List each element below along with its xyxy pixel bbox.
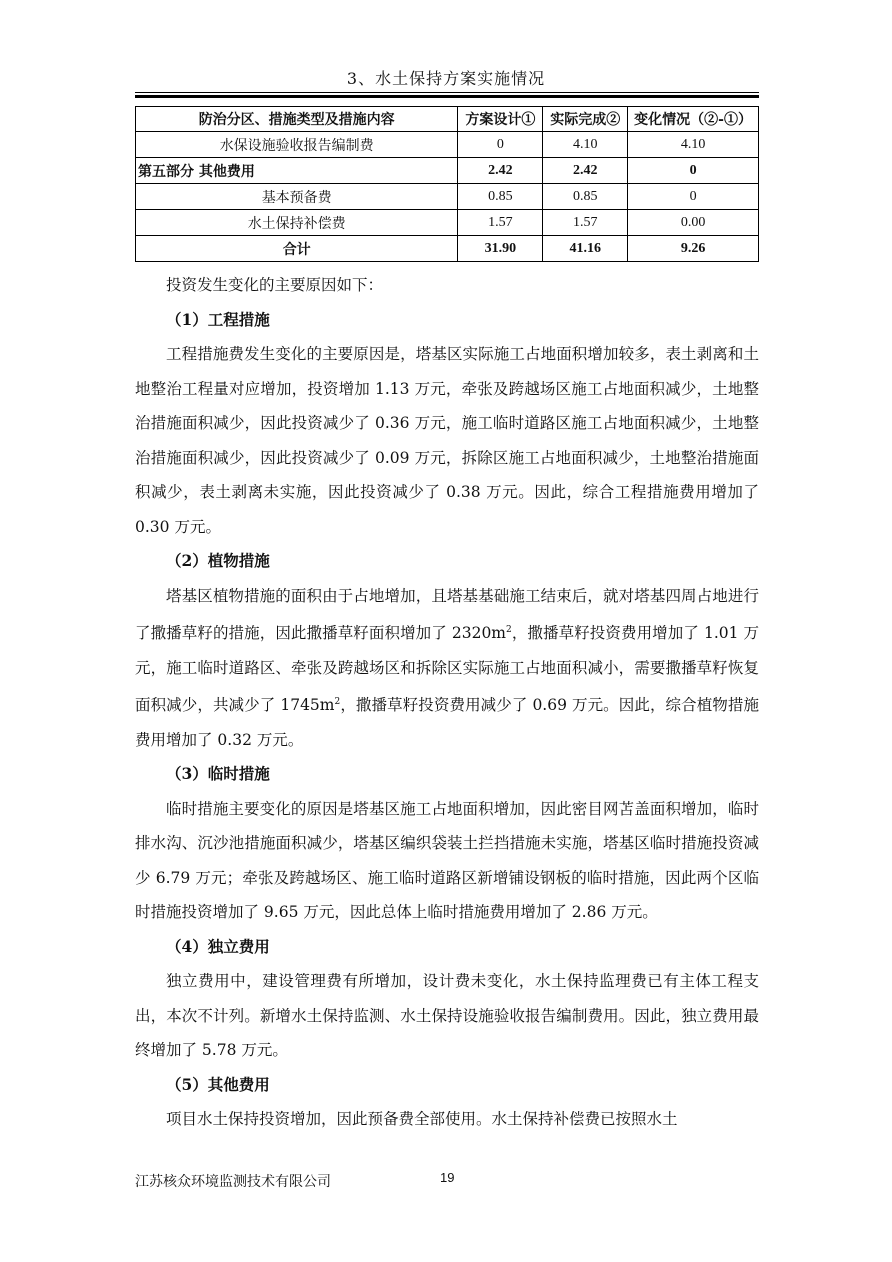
section-heading-temporary: （3）临时措施: [166, 764, 270, 784]
cell-change: 4.10: [628, 132, 759, 158]
paragraph-engineering: 工程措施费发生变化的主要原因是，塔基区实际施工占地面积增加较多，表土剥离和土地整治工程量对应增加，投资增加 1.13 万元，牵张及跨越场区施工占地面积减少，土地整治措施面积减少，因此投资减少了 0.36 万元，施工临时道路区施工占地面积减少，土地整治措施面积减少，因此投资减少了 0.09 万元，拆除区施工占地面积减少，土地整治措施面积减少，表土剥离未实施，因此投资减少了 0.38 万元。因此，综合工程措施费用增加了 0.30 万元。: [135, 345, 759, 536]
cell-actual: 2.42: [543, 158, 628, 184]
table-row: [136, 236, 759, 262]
intro-paragraph: 投资发生变化的主要原因如下：: [166, 276, 384, 294]
cell-actual: 41.16: [543, 236, 628, 262]
table-row: [136, 158, 759, 184]
page-number: 19: [440, 1170, 455, 1185]
paragraph-other: 项目水土保持投资增加，因此预备费全部使用。水土保持补偿费已按照水土: [166, 1110, 678, 1129]
header-change: 变化情况（②-①）: [628, 107, 759, 132]
header-design: 方案设计①: [458, 107, 543, 132]
vegetation-text-part: ，撒播草籽投资费用减少了 0.69 万元。因此，综合植物措施费用增加了 0.32 万元。: [135, 696, 759, 749]
cell-name: 基本预备费: [136, 184, 458, 210]
header-item: 防治分区、措施类型及措施内容: [136, 107, 458, 132]
cell-design: 0.85: [458, 184, 543, 210]
cell-change: 9.26: [628, 236, 759, 262]
paragraph-independent: 独立费用中，建设管理费有所增加，设计费未变化，水土保持监理费已有主体工程支出，本次不计列。新增水土保持监测、水土保持设施验收报告编制费用。因此，独立费用最终增加了 5.78 万元。: [135, 972, 759, 1060]
section-heading-vegetation: （2）植物措施: [166, 551, 270, 570]
cell-name: 水保设施验收报告编制费: [136, 132, 458, 158]
section-heading-other: （5）其他费用: [166, 1074, 270, 1094]
section-heading-independent: （4）独立费用: [166, 936, 270, 956]
table-row: [136, 132, 759, 158]
footer-company-name: 江苏核众环境监测技术有限公司: [135, 1174, 331, 1190]
superscript-exponent: 2: [334, 697, 341, 708]
table-header-row: [136, 107, 759, 132]
cell-name: 水土保持补偿费: [136, 210, 458, 236]
section-heading-engineering: （1）工程措施: [166, 309, 270, 329]
paragraph-vegetation: [135, 579, 759, 758]
body-text: [135, 268, 759, 1137]
table-row: [136, 210, 759, 236]
investment-table: [135, 106, 759, 262]
vegetation-text-part: 塔基区植物措施的面积由于占地增加，且塔基基础施工结束后，就对塔基四周占地进行了撒播草籽的措施，因此撒播草籽面积增加了 2320m: [135, 586, 759, 643]
paragraph-temporary: 临时措施主要变化的原因是塔基区施工占地面积增加，因此密目网苫盖面积增加，临时排水沟、沉沙池措施面积减少，塔基区编织袋装土拦挡措施未实施，塔基区临时措施投资减少 6.79 万元；牵张及跨越场区、施工临时道路区新增铺设钢板的临时措施，因此两个区临时措施投资增加了 9.65 万元，因此总体上临时措施费用增加了 2.86 万元。: [135, 799, 759, 922]
cell-name: 合计: [136, 236, 458, 262]
header-double-rule: [135, 92, 759, 98]
cell-actual: 1.57: [543, 210, 628, 236]
cell-actual: 4.10: [543, 132, 628, 158]
cell-design: 1.57: [458, 210, 543, 236]
cell-name: 第五部分 其他费用: [136, 158, 458, 184]
cell-design: 2.42: [458, 158, 543, 184]
vegetation-text-part: ，撒播草籽投资费用增加了 1.01 万元，施工临时道路区、牵张及跨越场区和拆除区实际施工占地面积减小，需要撒播草籽恢复面积减少，共减少了 1745m: [135, 624, 759, 715]
cell-change: 0: [628, 158, 759, 184]
cell-design: 0: [458, 132, 543, 158]
cell-change: 0.00: [628, 210, 759, 236]
cell-actual: 0.85: [543, 184, 628, 210]
superscript-exponent: 2: [506, 625, 512, 635]
cell-design: 31.90: [458, 236, 543, 262]
table-row: [136, 184, 759, 210]
page-header-title: 3、水土保持方案实施情况: [346, 69, 546, 88]
header-actual: 实际完成②: [543, 107, 628, 132]
cell-change: 0: [628, 184, 759, 210]
